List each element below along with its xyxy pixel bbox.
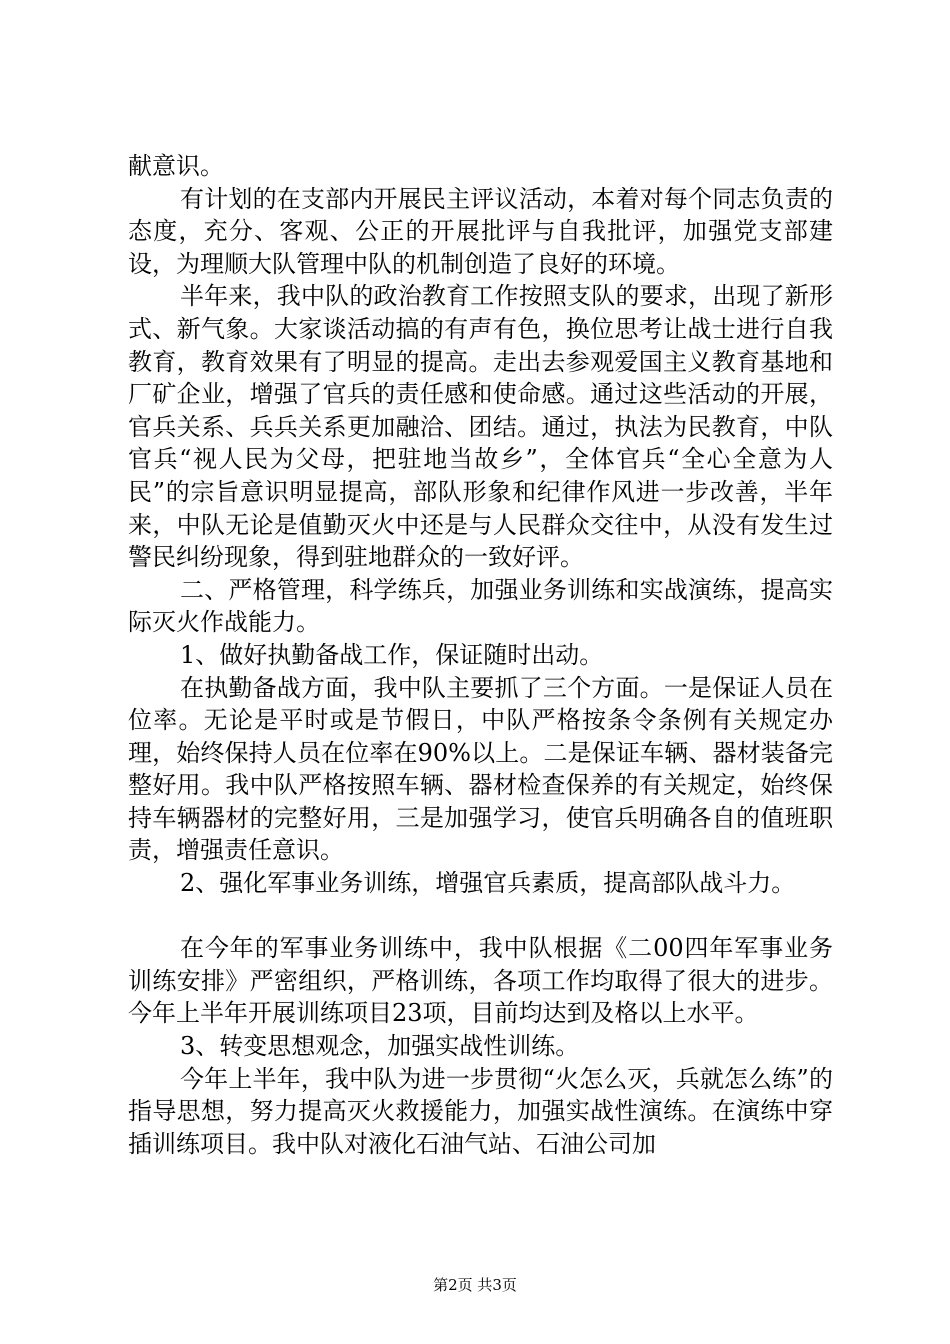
paragraph-military-training: 在今年的军事业务训练中，我中队根据《二00四年军事业务训练安排》严密组织，严格训练，各项工作均取得了很大的进步。今年上半年开展训练项目23项，目前均达到及格以上水平。 bbox=[128, 934, 833, 1028]
blank-line bbox=[128, 900, 833, 933]
section-heading-training: 二、严格管理，科学练兵，加强业务训练和实战演练，提高实际灭火作战能力。 bbox=[128, 575, 833, 637]
paragraph-democratic-review: 有计划的在支部内开展民主评议活动，本着对每个同志负责的态度，充分、客观、公正的开展批评与自我批评，加强党支部建设，为理顺大队管理中队的机制创造了良好的环境。 bbox=[128, 184, 833, 278]
paragraph-duty-readiness: 在执勤备战方面，我中队主要抓了三个方面。一是保证人员在位率。无论是平时或是节假日，中队严格按条令条例有关规定办理，始终保持人员在位率在90%以上。二是保证车辆、器材装备完整好用。我中队严格按照车辆、器材检查保养的有关规定，始终保持车辆器材的完整好用，三是加强学习，使官兵明确各自的值班职责，增强责任意识。 bbox=[128, 673, 833, 865]
document-body bbox=[128, 150, 833, 1160]
subheading-practical-training: 3、转变思想观念，加强实战性训练。 bbox=[180, 1032, 580, 1061]
paragraph-continuation: 献意识。 bbox=[128, 152, 224, 180]
page-footer: 第2页 共3页 bbox=[433, 1276, 517, 1294]
paragraph-political-education: 半年来，我中队的政治教育工作按照支队的要求，出现了新形式、新气象。大家谈活动搞的有声有色，换位思考让战士进行自我教育，教育效果有了明显的提高。走出去参观爱国主义教育基地和厂矿企业，增强了官兵的责任感和使命感。通过这些活动的开展，官兵关系、兵兵关系更加融洽、团结。通过，执法为民教育，中队官兵“视人民为父母，把驻地当故乡”，全体官兵“全心全意为人民”的宗旨意识明显提高，部队形象和纪律作风进一步改善，半年来，中队无论是值勤灭火中还是与人民群众交往中，从没有发生过警民纠纷现象，得到驻地群众的一致好评。 bbox=[128, 282, 833, 572]
subheading-duty-readiness: 1、做好执勤备战工作，保证随时出动。 bbox=[180, 640, 604, 669]
paragraph-practical-training: 今年上半年，我中队为进一步贯彻“火怎么灭，兵就怎么练”的指导思想，努力提高灭火救援能力，加强实战性演练。在演练中穿插训练项目。我中队对液化石油气站、石油公司加 bbox=[128, 1064, 833, 1158]
subheading-military-training: 2、强化军事业务训练，增强官兵素质，提高部队战斗力。 bbox=[180, 869, 796, 898]
